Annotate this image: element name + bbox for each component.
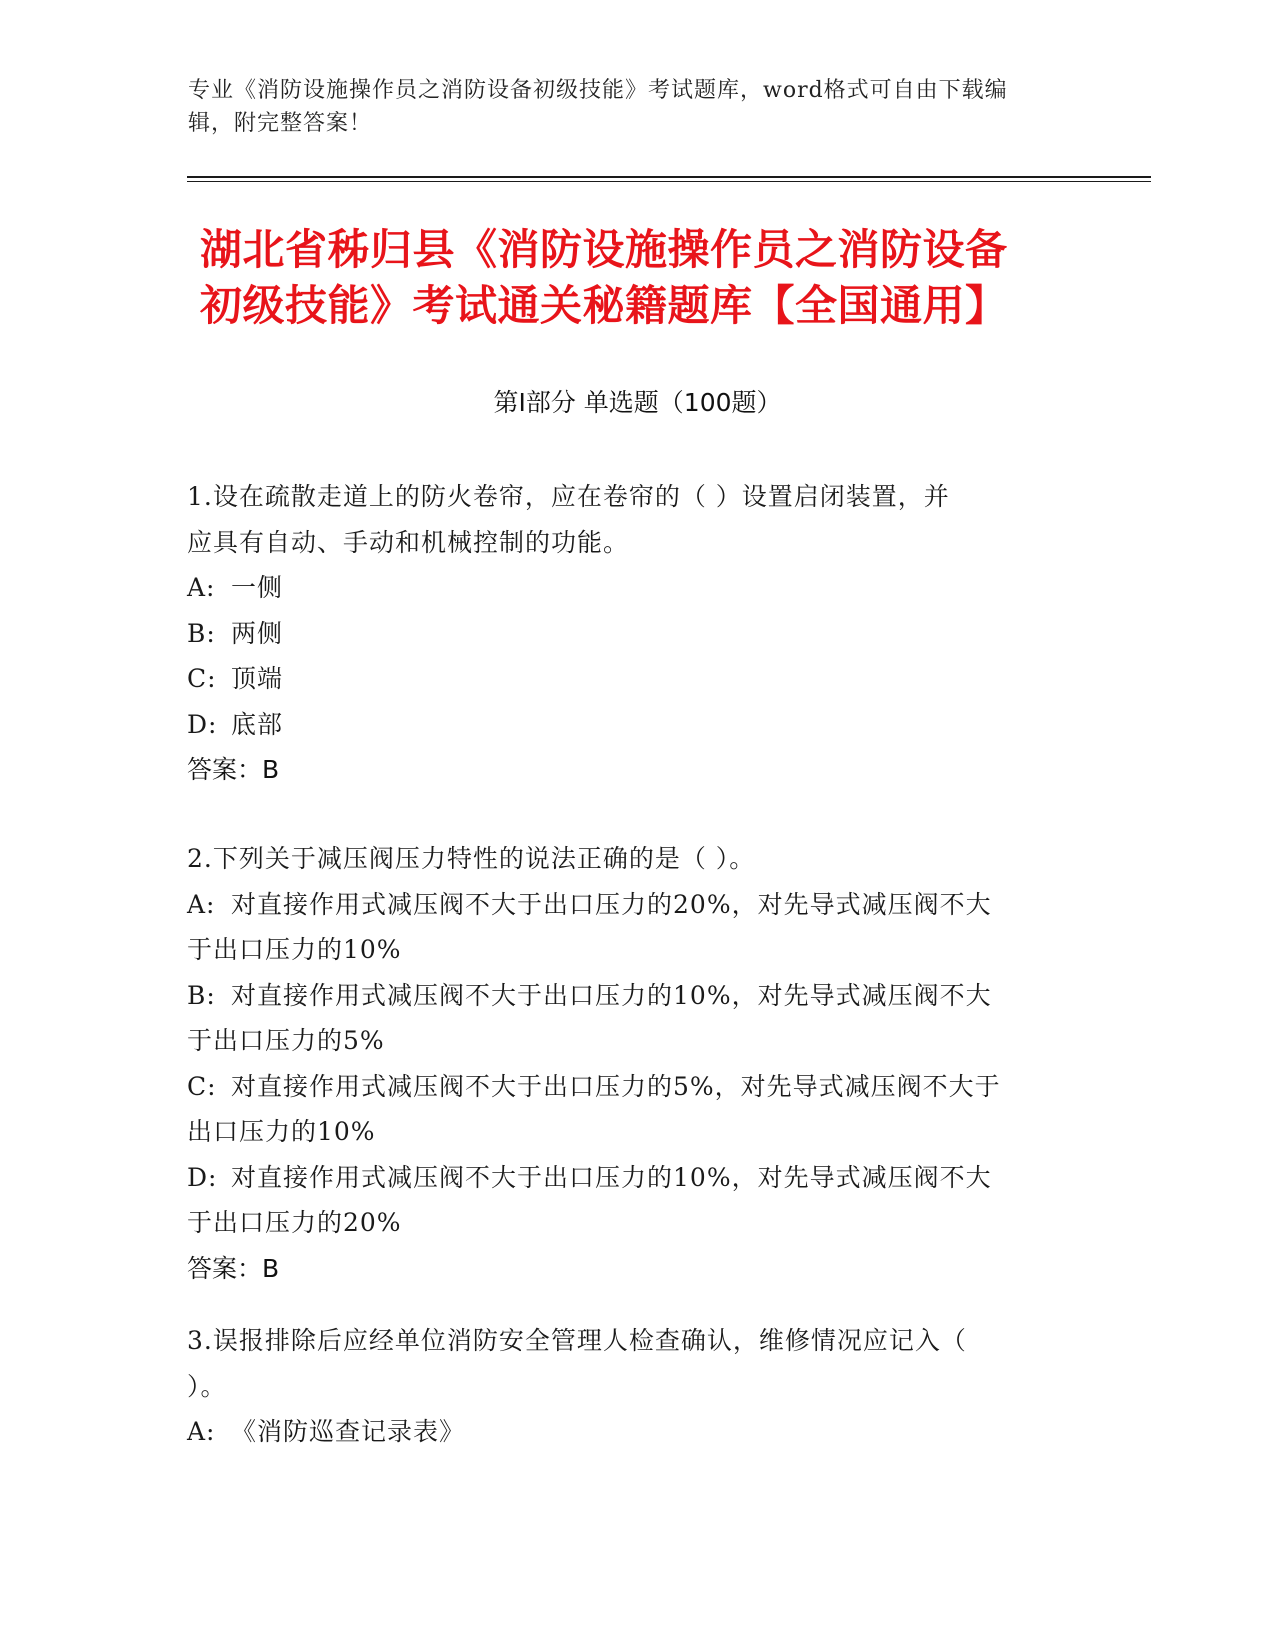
option-a (187, 1409, 1087, 1455)
header-note (188, 74, 1068, 140)
option-key: D: (187, 709, 218, 739)
question-stem-line: 1.设在疏散走道上的防火卷帘，应在卷帘的（ ）设置启闭装置，并 (187, 482, 950, 511)
option-d (187, 1155, 1087, 1201)
document-title (200, 222, 1080, 334)
header-divider-thin (187, 181, 1151, 182)
option-text: 对直接作用式减压阀不大于出口压力的5%，对先导式减压阀不大于 (231, 1071, 1001, 1101)
option-text: 对直接作用式减压阀不大于出口压力的20%，对先导式减压阀不大 (231, 889, 992, 919)
question-1 (187, 474, 1087, 793)
option-key: A: (187, 1417, 216, 1446)
option-key: A: (187, 573, 216, 602)
option-text: 两侧 (231, 618, 284, 648)
answer-line: 答案：B (187, 1253, 280, 1283)
header-note-line: 辑，附完整答案！ (188, 111, 373, 136)
option-a (187, 565, 1087, 611)
question-stem-line: ）。 (187, 1371, 227, 1401)
option-text: 对直接作用式减压阀不大于出口压力的10%，对先导式减压阀不大 (231, 1162, 992, 1192)
option-key: B: (187, 618, 216, 648)
option-text-continued: 于出口压力的5% (187, 1026, 385, 1055)
option-key: D: (187, 1162, 218, 1192)
option-text: 底部 (231, 709, 284, 739)
option-key: A: (187, 889, 216, 919)
question-3 (187, 1318, 1087, 1455)
option-key: B: (187, 980, 216, 1010)
option-text: 一侧 (231, 573, 284, 602)
question-2 (187, 836, 1087, 1291)
option-b (187, 973, 1087, 1019)
document-title-line: 初级技能》考试通关秘籍题库【全国通用】 (200, 281, 1008, 330)
question-stem-line: 应具有自动、手动和机械控制的功能。 (187, 527, 630, 557)
section-title: 第Ⅰ部分 单选题（100题） (493, 388, 782, 417)
option-key: C: (187, 664, 217, 693)
option-text-continued: 于出口压力的20% (187, 1208, 402, 1237)
option-c (187, 1064, 1087, 1110)
answer-line: 答案：B (187, 755, 280, 784)
question-stem-line: 2.下列关于减压阀压力特性的说法正确的是（ ）。 (187, 844, 756, 873)
option-c (187, 656, 1087, 702)
option-text-continued: 出口压力的10% (187, 1117, 376, 1146)
option-b (187, 611, 1087, 657)
option-text: 对直接作用式减压阀不大于出口压力的10%，对先导式减压阀不大 (231, 980, 992, 1010)
option-text: 《消防巡查记录表》 (231, 1417, 466, 1446)
option-d (187, 702, 1087, 748)
header-note-line: 专业《消防设施操作员之消防设备初级技能》考试题库，word格式可自由下载编 (188, 78, 1008, 103)
header-divider (187, 176, 1151, 178)
option-text-continued: 于出口压力的10% (187, 935, 402, 964)
option-a (187, 882, 1087, 928)
question-stem-line: 3.误报排除后应经单位消防安全管理人检查确认，维修情况应记入（ (187, 1326, 967, 1355)
option-text: 顶端 (231, 664, 284, 693)
document-title-line: 湖北省秭归县《消防设施操作员之消防设备 (200, 225, 1008, 274)
option-key: C: (187, 1071, 217, 1101)
